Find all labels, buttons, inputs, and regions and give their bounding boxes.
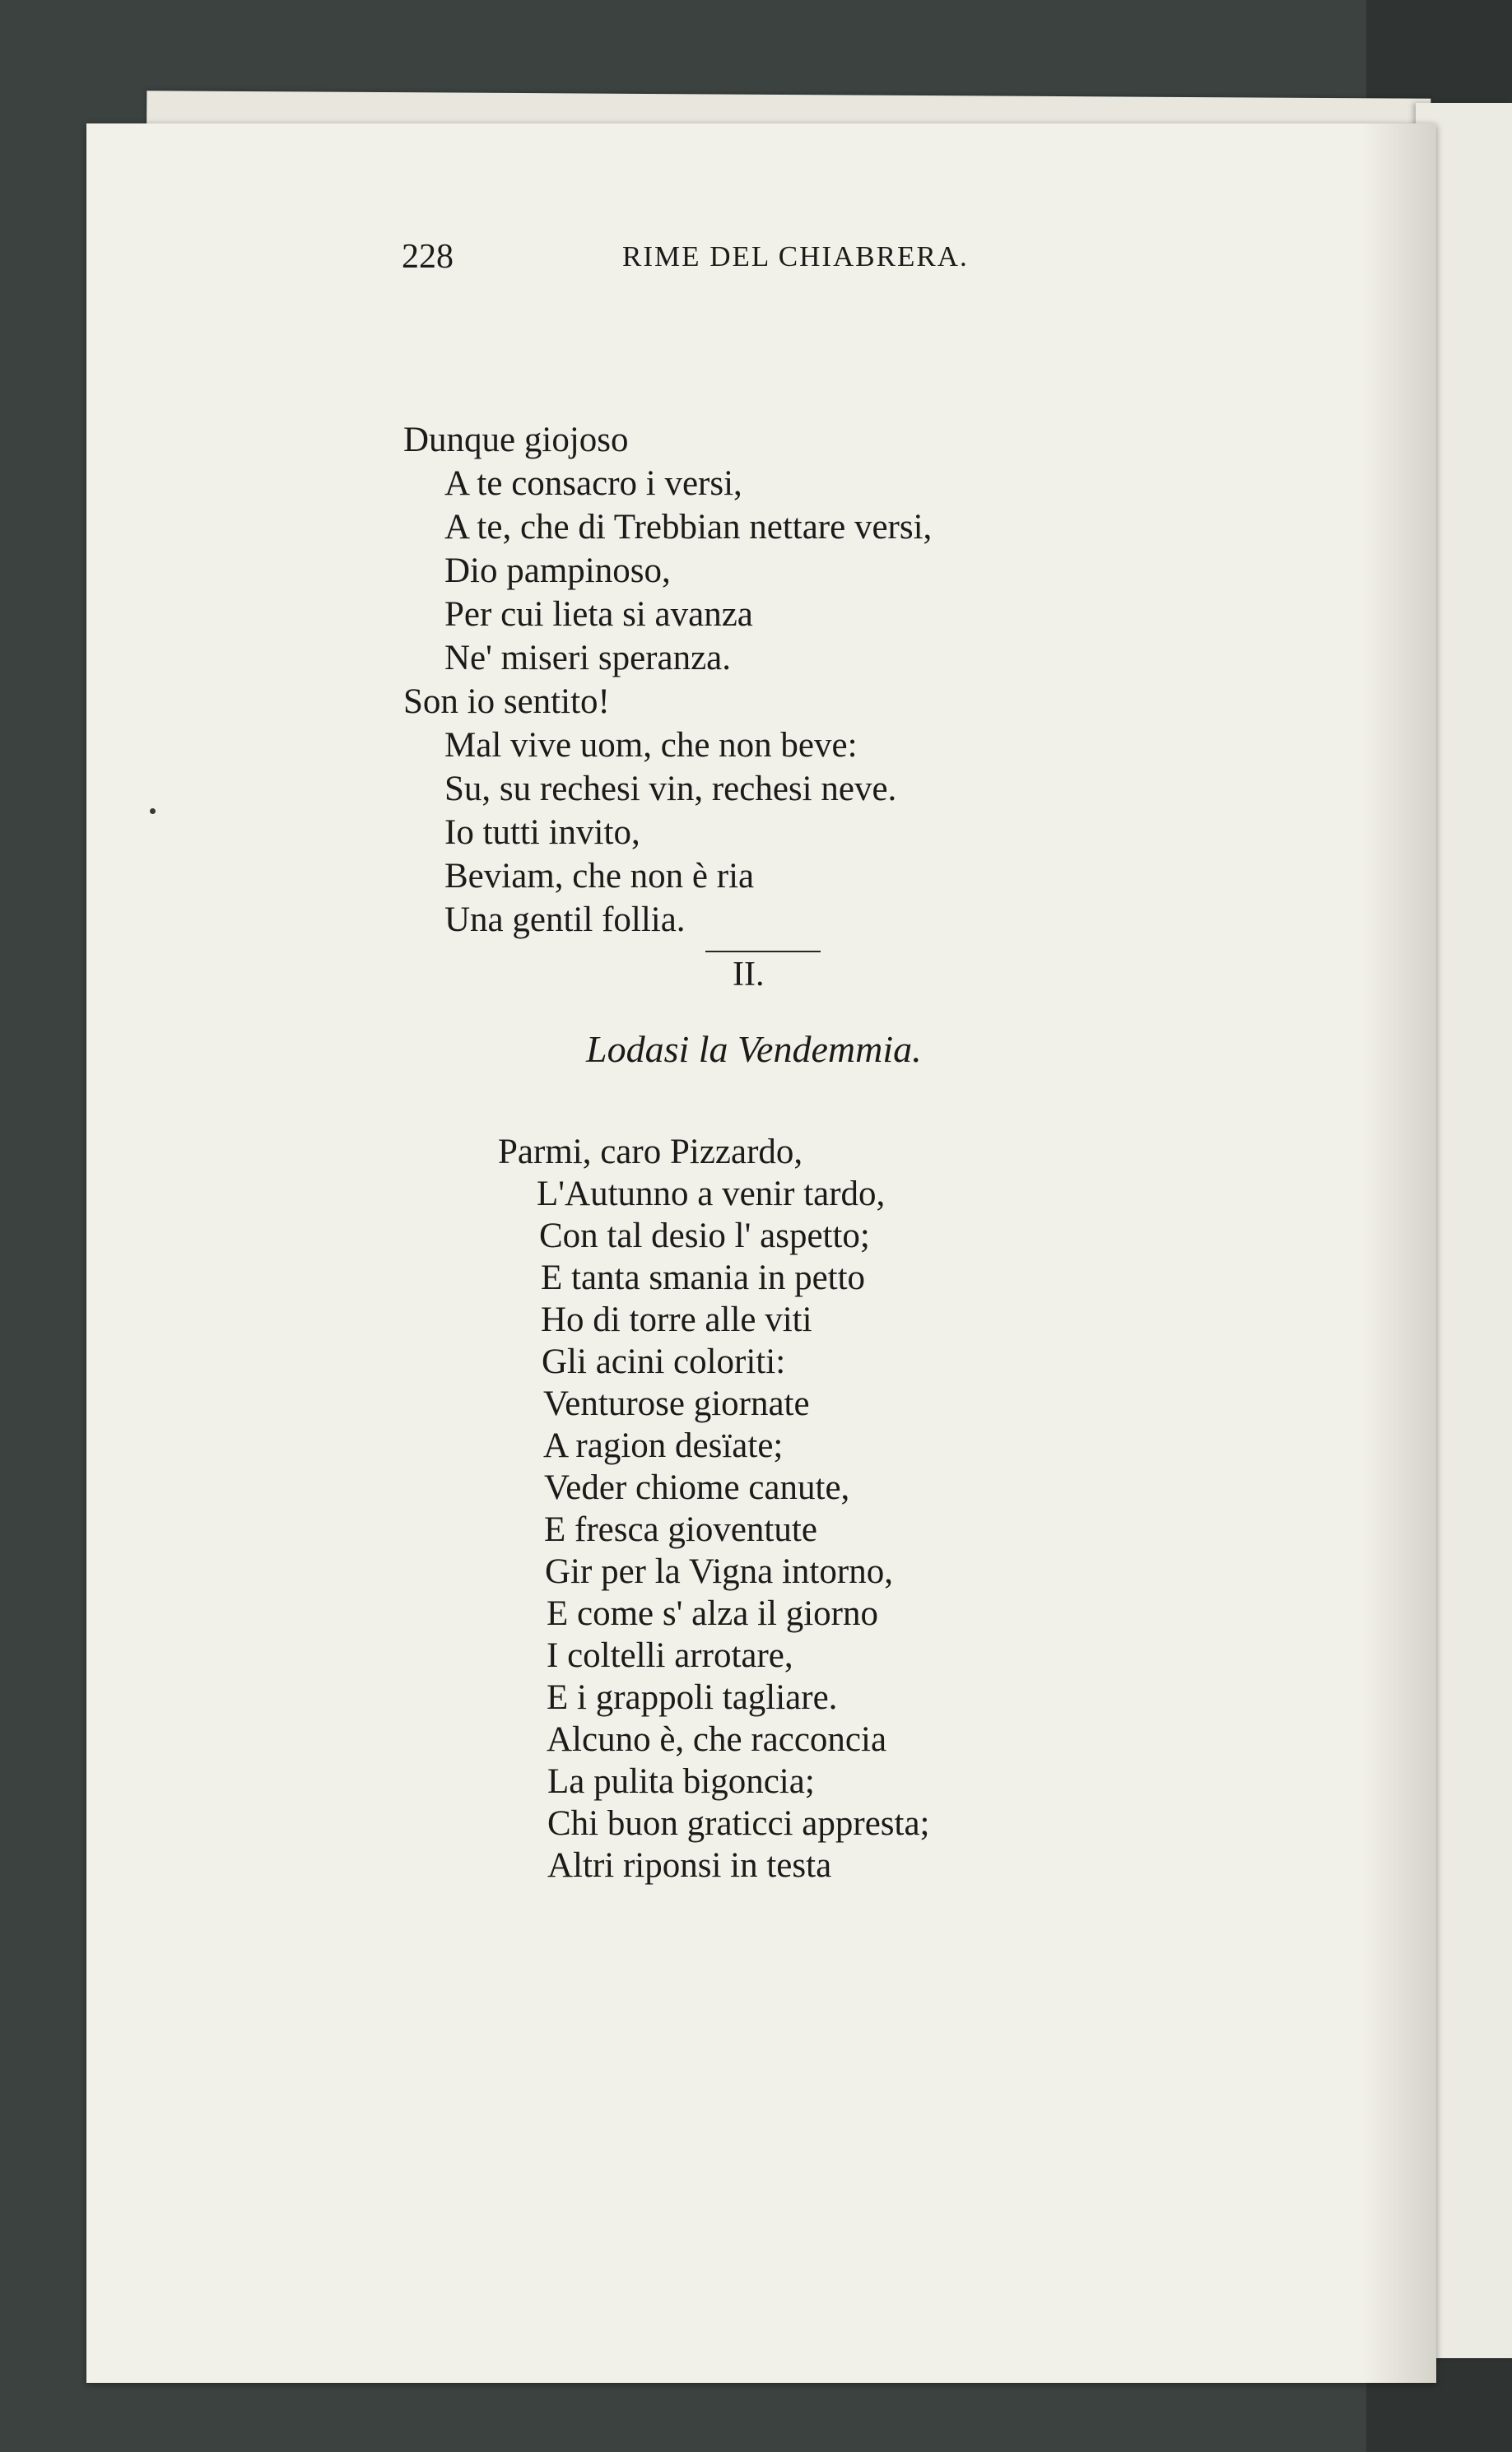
verse-line: Gli acini coloriti: <box>542 1342 786 1381</box>
verse-line: Ho di torre alle viti <box>541 1300 812 1339</box>
verse-line: Gir per la Vigna intorno, <box>545 1552 893 1591</box>
verse-line: E tanta smania in petto <box>541 1259 866 1297</box>
verse-line: A te, che di Trebbian nettare versi, <box>444 508 933 547</box>
verse-line: Beviam, che non è ria <box>444 857 755 896</box>
verse-line: Altri riponsi in testa <box>547 1846 832 1885</box>
verse-line: Dunque giojoso <box>403 421 629 459</box>
section-number: II. <box>733 956 765 993</box>
verse-line: Con tal desio l' aspetto; <box>539 1217 870 1255</box>
verse-line: Mal vive uom, che non beve: <box>444 726 858 765</box>
page-header <box>402 237 1077 286</box>
verse-line: A te consacro i versi, <box>444 464 742 503</box>
ink-speck <box>150 808 156 814</box>
verse-line: E fresca gioventute <box>544 1510 817 1549</box>
verse-line: Per cui lieta si avanza <box>444 595 753 634</box>
verse-line: Dio pampinoso, <box>444 551 671 590</box>
verse-line: La pulita bigoncia; <box>547 1762 815 1801</box>
verse-line: E i grappoli tagliare. <box>547 1678 838 1717</box>
gutter-shadow <box>1362 123 1436 2383</box>
verse-line: L'Autunno a venir tardo, <box>537 1175 886 1213</box>
section-divider <box>705 951 821 952</box>
running-head: RIME DEL CHIABRERA. <box>622 240 969 272</box>
verse-line: Una gentil follia. <box>444 900 686 939</box>
section-title: Lodasi la Vendemmia. <box>586 1028 922 1070</box>
verse-line: Su, su rechesi vin, rechesi neve. <box>444 770 897 808</box>
verse-line: A ragion desïate; <box>543 1426 784 1465</box>
verse-line: Io tutti invito, <box>444 813 640 852</box>
verse-line: E come s' alza il giorno <box>547 1594 878 1633</box>
verse-line: Parmi, caro Pizzardo, <box>498 1133 803 1171</box>
verse-line: Venturose giornate <box>543 1384 810 1423</box>
verse-line: Veder chiome canute, <box>544 1468 850 1507</box>
verse-line: Son io sentito! <box>403 682 610 721</box>
verse-line: Alcuno è, che racconcia <box>547 1720 887 1759</box>
page-number: 228 <box>402 238 454 276</box>
verse-line: Chi buon graticci appresta; <box>547 1804 930 1843</box>
verse-line: Ne' miseri speranza. <box>444 639 732 677</box>
verse-line: I coltelli arrotare, <box>547 1636 793 1675</box>
